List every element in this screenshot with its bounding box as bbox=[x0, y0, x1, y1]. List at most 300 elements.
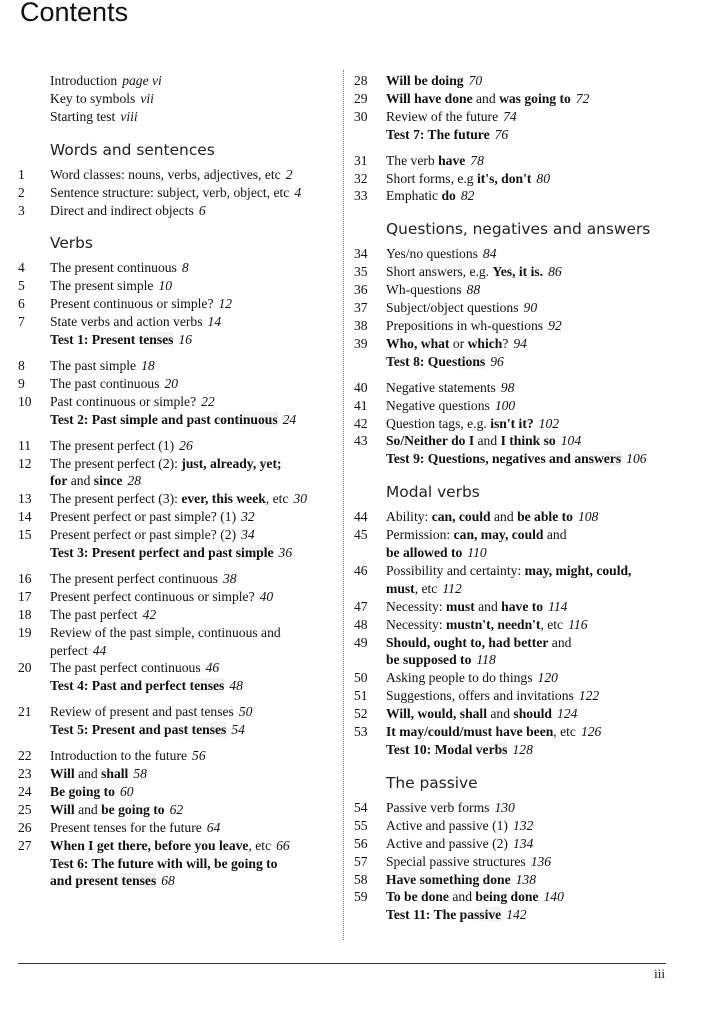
unit-number: 33 bbox=[354, 188, 368, 204]
bold-term: mustn't, needn't bbox=[446, 616, 541, 632]
unit-number: 29 bbox=[354, 90, 368, 106]
bold-term: ever, this week bbox=[181, 491, 266, 507]
entry-text-run: , etc bbox=[414, 580, 438, 596]
unit-title bbox=[50, 437, 338, 455]
bold-term: since bbox=[93, 473, 123, 489]
entry-text-run: , etc bbox=[540, 616, 564, 632]
page-ref: 60 bbox=[119, 783, 134, 799]
entry-text-run: and bbox=[551, 634, 572, 650]
unit-number: 46 bbox=[354, 562, 368, 578]
contents-entry bbox=[18, 606, 338, 624]
entry-text-run: ? bbox=[502, 335, 509, 351]
page-ref: 104 bbox=[560, 433, 582, 449]
bold-term: was going to bbox=[499, 90, 571, 106]
bold-term: which bbox=[467, 335, 503, 351]
unit-title bbox=[386, 634, 672, 670]
entry-text-run: , etc bbox=[265, 491, 289, 507]
test-title: Test 6: The future with will, be going to and present tenses bbox=[50, 855, 278, 889]
unit-title bbox=[50, 570, 338, 588]
bold-term: should bbox=[513, 706, 552, 722]
page-ref: 102 bbox=[538, 415, 560, 431]
unit-number: 36 bbox=[354, 282, 368, 298]
page-ref: 24 bbox=[282, 411, 297, 427]
entry-text-run: Present tenses for the future bbox=[50, 819, 202, 835]
contents-entry bbox=[18, 277, 338, 295]
bold-term: Have something done bbox=[386, 871, 511, 887]
unit-title bbox=[50, 313, 338, 331]
page-ref: 20 bbox=[164, 375, 179, 391]
unit-title bbox=[386, 90, 672, 108]
contents-entry bbox=[18, 624, 338, 660]
bold-term: When I get there, before you leave bbox=[50, 837, 249, 853]
bottom-rule bbox=[18, 963, 666, 964]
entry-text-run: Ability: bbox=[386, 509, 432, 525]
entry-text-run: , etc bbox=[553, 724, 576, 740]
unit-number: 1 bbox=[18, 166, 25, 182]
contents-entry bbox=[354, 379, 672, 397]
test-title: Test 3: Present perfect and past simple bbox=[50, 545, 274, 561]
contents-entry bbox=[18, 437, 338, 455]
unit-number: 6 bbox=[18, 296, 25, 312]
unit-title bbox=[386, 281, 672, 299]
unit-number: 9 bbox=[18, 375, 25, 391]
unit-title bbox=[386, 888, 672, 906]
entry-text-run: Present perfect or past simple? (2) bbox=[50, 527, 237, 543]
unit-title bbox=[50, 202, 338, 220]
page-ref: 10 bbox=[158, 278, 173, 294]
unit-number: 56 bbox=[354, 835, 368, 851]
unit-title bbox=[386, 705, 672, 723]
test-title: Test 2: Past simple and past continuous bbox=[50, 411, 278, 427]
bold-term: Will have done bbox=[386, 90, 473, 106]
bold-term: have bbox=[438, 152, 466, 168]
entry-text-run: Present continuous or simple? bbox=[50, 296, 214, 312]
entry-text-run: The past simple bbox=[50, 357, 137, 373]
entry-text-run: and bbox=[490, 509, 518, 525]
entry-text-run: The present continuous bbox=[50, 260, 177, 276]
unit-title bbox=[386, 379, 672, 397]
entry-text-run: Short answers, e.g. bbox=[386, 264, 493, 280]
entry-text-run: Word classes: nouns, verbs, adjectives, etc bbox=[50, 166, 281, 182]
contents-entry bbox=[354, 187, 672, 205]
contents-entry bbox=[354, 90, 672, 108]
page-ref: 98 bbox=[500, 379, 515, 395]
unit-number: 43 bbox=[354, 433, 368, 449]
page-ref: 140 bbox=[543, 889, 564, 905]
page-ref: 94 bbox=[513, 335, 527, 351]
unit-number: 37 bbox=[354, 300, 368, 316]
page-ref: 80 bbox=[536, 170, 550, 186]
test-title: Test 4: Past and perfect tenses bbox=[50, 678, 225, 694]
entry-text-run: The present simple bbox=[50, 278, 154, 294]
unit-title bbox=[386, 170, 672, 188]
unit-number: 50 bbox=[354, 670, 368, 686]
page-ref: 130 bbox=[494, 799, 515, 815]
page-ref: 38 bbox=[222, 570, 237, 586]
test-title: Test 10: Modal verbs bbox=[386, 742, 508, 757]
page-ref: 64 bbox=[206, 819, 221, 835]
page-ref: 118 bbox=[476, 652, 496, 668]
unit-title bbox=[386, 508, 672, 526]
test-line bbox=[50, 677, 338, 695]
page-ref: 78 bbox=[470, 152, 484, 168]
unit-number: 18 bbox=[18, 606, 32, 622]
bold-term: Should, ought to, had better bbox=[386, 634, 549, 650]
page-ref: 54 bbox=[231, 722, 245, 738]
entry-text-run: and bbox=[74, 801, 102, 817]
contents-entry bbox=[354, 526, 672, 562]
unit-number: 34 bbox=[354, 246, 368, 262]
unit-number: 59 bbox=[354, 889, 368, 905]
page-ref: 32 bbox=[241, 509, 255, 525]
page-ref: 50 bbox=[238, 704, 253, 720]
unit-number: 12 bbox=[18, 455, 32, 471]
entry-text-run: The verb bbox=[386, 152, 439, 168]
unit-title bbox=[50, 801, 338, 819]
unit-number: 4 bbox=[18, 260, 25, 276]
page-ref: 70 bbox=[468, 73, 483, 88]
contents-entry bbox=[354, 415, 672, 433]
entry-text-run: Yes/no questions bbox=[386, 246, 478, 262]
unit-number: 21 bbox=[18, 704, 32, 720]
page-ref: 114 bbox=[548, 598, 568, 614]
section-heading: The passive bbox=[386, 773, 478, 792]
page-ref: 44 bbox=[92, 642, 107, 658]
intro-item bbox=[50, 72, 338, 90]
unit-number: 13 bbox=[18, 491, 32, 507]
unit-title bbox=[50, 606, 338, 624]
test-title: Test 7: The future bbox=[386, 126, 490, 142]
unit-number: 20 bbox=[18, 660, 32, 676]
entry-text-run: Wh-questions bbox=[386, 282, 462, 298]
unit-title bbox=[50, 184, 338, 202]
unit-number: 45 bbox=[354, 527, 368, 543]
unit-number: 25 bbox=[18, 801, 32, 817]
contents-entry bbox=[18, 295, 338, 313]
contents-entry bbox=[18, 526, 338, 544]
entry-text-run: The present perfect (1) bbox=[50, 437, 175, 453]
unit-number: 39 bbox=[354, 335, 368, 351]
contents-entry bbox=[18, 837, 338, 855]
section-heading: Words and sentences bbox=[50, 140, 215, 159]
page-ref: 14 bbox=[207, 314, 222, 330]
test-line bbox=[50, 411, 338, 429]
test-line bbox=[50, 544, 338, 562]
entry-text-run: Sentence structure: subject, verb, object, etc bbox=[50, 184, 290, 200]
contents-entry bbox=[354, 888, 672, 906]
page-ref: 16 bbox=[178, 332, 193, 348]
intro-item bbox=[50, 90, 338, 108]
page-ref: 90 bbox=[523, 300, 538, 316]
page-ref: vii bbox=[140, 90, 154, 106]
bold-term: just, already, yet; bbox=[181, 455, 282, 471]
page-ref: 120 bbox=[537, 670, 558, 686]
page-ref: 62 bbox=[169, 801, 184, 817]
contents-entry bbox=[354, 598, 672, 616]
contents-entry bbox=[18, 166, 338, 184]
unit-title bbox=[386, 397, 672, 415]
test-title: Test 11: The passive bbox=[386, 907, 502, 923]
unit-number: 40 bbox=[354, 379, 368, 395]
entry-text-run: Special passive structures bbox=[386, 853, 526, 869]
unit-title bbox=[386, 853, 672, 871]
entry-text-run: or bbox=[449, 335, 468, 351]
bold-term: Will, would, shall bbox=[386, 706, 487, 722]
bold-term: Will be doing bbox=[386, 73, 464, 88]
unit-number: 48 bbox=[354, 616, 368, 632]
unit-number: 57 bbox=[354, 853, 368, 869]
contents-entry bbox=[354, 669, 672, 687]
unit-title bbox=[50, 837, 338, 855]
unit-number: 14 bbox=[18, 509, 32, 525]
bold-term: being done bbox=[475, 889, 539, 905]
unit-title bbox=[386, 299, 672, 317]
bold-term: Who, what bbox=[386, 335, 450, 351]
page-ref: viii bbox=[120, 108, 138, 124]
unit-number: 52 bbox=[354, 706, 368, 722]
entry-text-run: Review of the past simple, continuous and perfect bbox=[50, 624, 281, 658]
unit-number: 10 bbox=[18, 393, 32, 409]
entry-text-run: The present perfect (3): bbox=[50, 491, 182, 507]
page-ref: 84 bbox=[482, 246, 497, 262]
unit-title bbox=[386, 723, 672, 741]
entry-text-run: Possibility and certainty: bbox=[386, 562, 525, 578]
test-line bbox=[50, 855, 338, 891]
entry-text-run: Negative questions bbox=[386, 397, 490, 413]
contents-entry bbox=[18, 202, 338, 220]
unit-number: 47 bbox=[354, 598, 368, 614]
page-ref: 12 bbox=[218, 296, 233, 312]
unit-title bbox=[386, 817, 672, 835]
entry-text-run: , etc bbox=[248, 837, 272, 853]
contents-entry bbox=[354, 817, 672, 835]
page-ref: 82 bbox=[460, 188, 475, 204]
entry-text-run: Suggestions, offers and invitations bbox=[386, 688, 574, 704]
entry-text-run: Review of the future bbox=[386, 108, 499, 124]
unit-title bbox=[50, 357, 338, 375]
test-title: Test 1: Present tenses bbox=[50, 332, 174, 348]
page-ref: 68 bbox=[161, 873, 175, 889]
unit-title bbox=[386, 562, 672, 598]
page-ref: 56 bbox=[192, 748, 206, 764]
contents-entry bbox=[354, 705, 672, 723]
unit-title bbox=[386, 245, 672, 263]
entry-text-run: Short forms, e.g bbox=[386, 170, 477, 186]
entry-text-run: Emphatic bbox=[386, 188, 442, 204]
contents-entry bbox=[18, 455, 338, 491]
unit-title bbox=[50, 783, 338, 801]
unit-title bbox=[386, 598, 672, 616]
contents-entry bbox=[354, 335, 672, 353]
bold-term: have to bbox=[501, 598, 544, 614]
contents-column-left bbox=[18, 72, 338, 898]
page-ref: 134 bbox=[512, 835, 534, 851]
bold-term: be supposed to bbox=[386, 652, 472, 668]
unit-title bbox=[50, 659, 338, 677]
unit-number: 51 bbox=[354, 688, 368, 704]
unit-title bbox=[386, 799, 672, 817]
contents-entry bbox=[18, 765, 338, 783]
entry-text-run: and bbox=[67, 473, 94, 489]
page-ref: 128 bbox=[512, 742, 533, 757]
contents-entry bbox=[354, 72, 672, 90]
bold-term: may, might, could, must bbox=[386, 562, 632, 596]
page-ref: 26 bbox=[179, 437, 193, 453]
entry-text-run: and bbox=[472, 90, 500, 106]
unit-title bbox=[386, 669, 672, 687]
bold-term: be allowed to bbox=[386, 545, 463, 561]
contents-entry bbox=[18, 508, 338, 526]
entry-text-run: and bbox=[448, 889, 476, 905]
entry-text-run: State verbs and action verbs bbox=[50, 314, 203, 330]
unit-title bbox=[386, 263, 672, 281]
unit-title bbox=[50, 588, 338, 606]
bold-term: Yes, it is. bbox=[492, 264, 544, 280]
entry-text-run: Present perfect or past simple? (1) bbox=[50, 509, 237, 525]
page-ref: page vi bbox=[122, 73, 162, 88]
page-ref: 92 bbox=[548, 317, 562, 333]
page-ref: 132 bbox=[512, 817, 534, 833]
unit-title bbox=[50, 747, 338, 765]
page-ref: 46 bbox=[205, 660, 220, 676]
page-ref: 108 bbox=[577, 509, 599, 525]
entry-text-run: Necessity: bbox=[386, 616, 447, 632]
unit-title bbox=[50, 166, 338, 184]
unit-title bbox=[50, 624, 338, 660]
page-ref: 36 bbox=[278, 545, 293, 561]
unit-number: 26 bbox=[18, 819, 32, 835]
unit-number: 41 bbox=[354, 397, 368, 413]
entry-text-run: and bbox=[546, 527, 567, 543]
bold-term: isn't it? bbox=[490, 415, 534, 431]
page-ref: 96 bbox=[490, 353, 504, 369]
bold-term: Will bbox=[50, 766, 75, 781]
bold-term: can, may, could bbox=[453, 527, 544, 543]
contents-entry bbox=[18, 703, 338, 721]
page-ref: 74 bbox=[503, 108, 517, 124]
test-line bbox=[386, 906, 672, 924]
contents-entry bbox=[354, 723, 672, 741]
contents-entry bbox=[354, 263, 672, 281]
bold-term: Will bbox=[50, 801, 75, 817]
unit-title bbox=[50, 508, 338, 526]
page-ref: 40 bbox=[259, 588, 274, 604]
bold-term: be able to bbox=[517, 509, 573, 525]
intro-label: Introduction bbox=[50, 73, 118, 88]
page-ref: 142 bbox=[506, 907, 527, 923]
unit-title bbox=[386, 871, 672, 889]
unit-number: 44 bbox=[354, 509, 368, 525]
column-divider bbox=[343, 70, 344, 940]
entry-text-run: Asking people to do things bbox=[386, 670, 533, 686]
entry-text-run: Passive verb forms bbox=[386, 799, 490, 815]
page-ref: 48 bbox=[229, 678, 243, 694]
contents-entry bbox=[18, 375, 338, 393]
page-ref: 106 bbox=[626, 451, 647, 467]
page-ref: 4 bbox=[294, 184, 302, 200]
contents-entry bbox=[354, 508, 672, 526]
test-line bbox=[386, 741, 672, 759]
bold-term: do bbox=[441, 188, 456, 204]
unit-title bbox=[50, 819, 338, 837]
contents-entry bbox=[18, 747, 338, 765]
page-ref: 72 bbox=[575, 90, 590, 106]
unit-number: 2 bbox=[18, 184, 25, 200]
contents-entry bbox=[18, 357, 338, 375]
entry-text-run: Active and passive (1) bbox=[386, 817, 508, 833]
entry-text-run: Prepositions in wh-questions bbox=[386, 317, 544, 333]
entry-text-run: The past continuous bbox=[50, 375, 160, 391]
page-title: Contents bbox=[20, 0, 129, 27]
contents-entry bbox=[354, 317, 672, 335]
contents-entry bbox=[354, 871, 672, 889]
entry-text-run: Question tags, e.g. bbox=[386, 415, 491, 431]
bold-term: must bbox=[446, 598, 475, 614]
contents-entry bbox=[354, 835, 672, 853]
entry-text-run: Permission: bbox=[386, 527, 454, 543]
unit-number: 22 bbox=[18, 748, 32, 764]
unit-number: 8 bbox=[18, 357, 25, 373]
contents-entry bbox=[354, 799, 672, 817]
bold-term: can, could bbox=[431, 509, 491, 525]
bold-term: it's, don't bbox=[477, 170, 532, 186]
entry-text-run: Active and passive (2) bbox=[386, 835, 508, 851]
entry-text-run: Past continuous or simple? bbox=[50, 393, 197, 409]
unit-title bbox=[386, 335, 672, 353]
page-ref: 112 bbox=[442, 580, 462, 596]
entry-text-run: The past perfect bbox=[50, 606, 138, 622]
unit-number: 27 bbox=[18, 837, 32, 853]
unit-number: 5 bbox=[18, 278, 25, 294]
contents-entry bbox=[18, 659, 338, 677]
intro-label: Key to symbols bbox=[50, 90, 136, 106]
section-heading: Questions, negatives and answers bbox=[386, 220, 651, 239]
unit-number: 11 bbox=[18, 437, 32, 453]
page-ref: 8 bbox=[181, 260, 189, 276]
unit-number: 17 bbox=[18, 588, 32, 604]
page-ref: 88 bbox=[466, 282, 481, 298]
page-ref: 66 bbox=[276, 837, 290, 853]
contents-entry bbox=[354, 616, 672, 634]
contents-entry bbox=[354, 634, 672, 670]
unit-title bbox=[50, 526, 338, 544]
page-ref: 34 bbox=[241, 527, 255, 543]
unit-title bbox=[386, 432, 672, 450]
intro-item bbox=[50, 108, 338, 126]
entry-text-run: Present perfect continuous or simple? bbox=[50, 588, 255, 604]
unit-title bbox=[386, 526, 672, 562]
contents-entry bbox=[18, 490, 338, 508]
entry-text-run: Subject/object questions bbox=[386, 300, 519, 316]
page-ref: 124 bbox=[556, 706, 578, 722]
unit-title bbox=[50, 490, 338, 508]
entry-text-run: Negative statements bbox=[386, 379, 496, 395]
contents-entry bbox=[354, 170, 672, 188]
unit-number: 53 bbox=[354, 724, 368, 740]
unit-title bbox=[386, 72, 672, 90]
entry-text-run: Necessity: bbox=[386, 598, 447, 614]
contents-column-right bbox=[354, 72, 672, 932]
unit-title bbox=[50, 375, 338, 393]
page-ref: 122 bbox=[578, 688, 600, 704]
unit-title bbox=[386, 317, 672, 335]
unit-title bbox=[50, 277, 338, 295]
bold-term: It may/could/must have been bbox=[386, 724, 554, 740]
contents-entry bbox=[354, 108, 672, 126]
page-ref: 116 bbox=[568, 616, 588, 632]
unit-title bbox=[50, 259, 338, 277]
unit-title bbox=[386, 108, 672, 126]
